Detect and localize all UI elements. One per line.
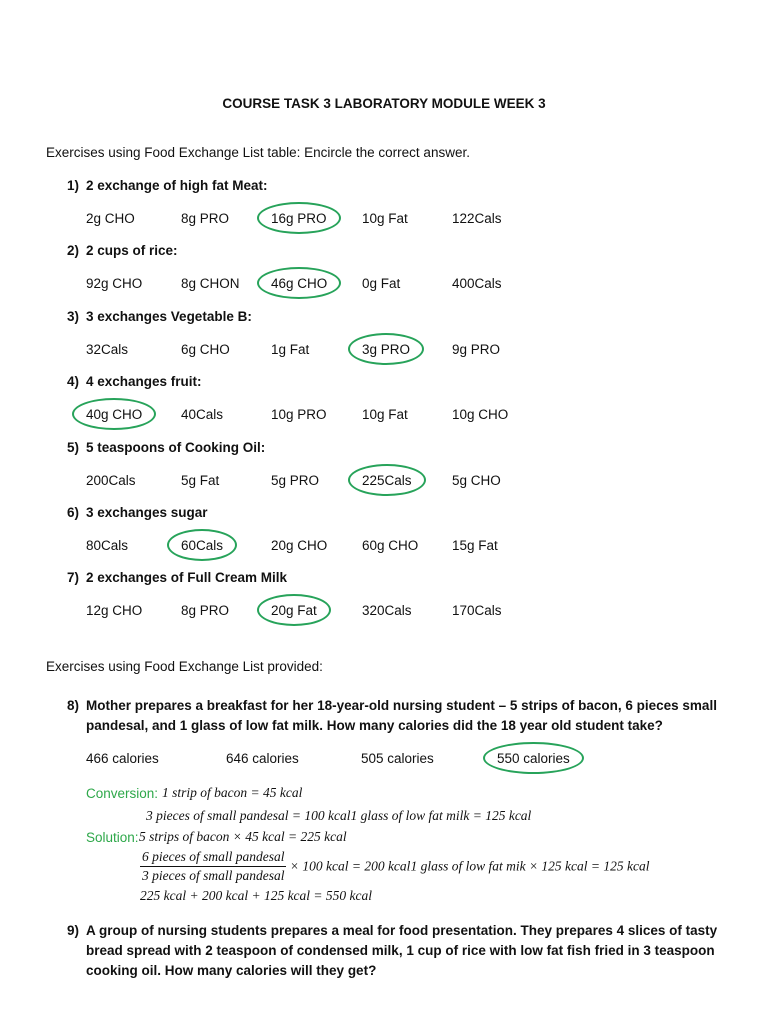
question-number: 4) bbox=[67, 374, 80, 389]
question-number: 1) bbox=[67, 178, 80, 193]
question-5 bbox=[67, 440, 265, 455]
question-text: A group of nursing students prepares a meal for food presentation. They prepares 4 slices of tasty bread spread with 2 teaspoon of condensed milk, 1 cup of rice with low fat fish fried in 3 teaspoon cooking oil. How many calories will they get? bbox=[86, 923, 718, 978]
question-text: 5 teaspoons of Cooking Oil: bbox=[86, 440, 266, 455]
answer-option-circled[interactable]: 46g CHO bbox=[271, 276, 328, 291]
answer-option[interactable]: 2g CHO bbox=[86, 211, 135, 226]
question-4-options bbox=[86, 407, 686, 427]
answer-option-circled[interactable]: 60Cals bbox=[181, 538, 224, 553]
answer-option[interactable]: 5g Fat bbox=[181, 473, 220, 488]
section-1-intro: Exercises using Food Exchange List table: Encircle the correct answer. bbox=[46, 145, 470, 160]
page-title: COURSE TASK 3 LABORATORY MODULE WEEK 3 bbox=[222, 96, 546, 111]
conversion-label: Conversion: bbox=[86, 786, 159, 801]
question-8 bbox=[67, 696, 727, 736]
fraction-numerator: 6 pieces of small pandesal bbox=[140, 849, 286, 867]
answer-option[interactable]: 170Cals bbox=[452, 603, 502, 618]
question-number: 9) bbox=[67, 923, 80, 938]
question-6-options bbox=[86, 538, 686, 558]
question-1-options bbox=[86, 211, 686, 231]
question-3 bbox=[67, 309, 252, 324]
question-text: 2 exchanges of Full Cream Milk bbox=[86, 570, 288, 585]
answer-option[interactable]: 60g CHO bbox=[362, 538, 419, 553]
question-2 bbox=[67, 243, 178, 258]
answer-option[interactable]: 320Cals bbox=[362, 603, 412, 618]
question-5-options bbox=[86, 473, 686, 493]
conversion-line-1: 1 strip of bacon = 45 kcal bbox=[162, 785, 303, 800]
conversion-line-2 bbox=[146, 808, 531, 824]
question-7 bbox=[67, 570, 287, 585]
answer-option[interactable]: 646 calories bbox=[226, 751, 299, 766]
answer-option[interactable]: 10g Fat bbox=[362, 407, 408, 422]
answer-option-circled[interactable]: 20g Fat bbox=[271, 603, 317, 618]
answer-option[interactable]: 1g Fat bbox=[271, 342, 310, 357]
answer-option[interactable]: 32Cals bbox=[86, 342, 129, 357]
question-number: 5) bbox=[67, 440, 80, 455]
question-4 bbox=[67, 374, 202, 389]
solution-line-1: 5 strips of bacon × 45 kcal = 225 kcal bbox=[139, 829, 347, 844]
answer-option[interactable]: 8g PRO bbox=[181, 603, 230, 618]
question-number: 6) bbox=[67, 505, 80, 520]
question-2-options bbox=[86, 276, 686, 296]
fraction-denominator: 3 pieces of small pandesal bbox=[142, 868, 285, 883]
solution-line-2 bbox=[140, 849, 650, 884]
answer-option[interactable]: 8g CHON bbox=[181, 276, 240, 291]
answer-option[interactable]: 200Cals bbox=[86, 473, 136, 488]
solution-label: Solution: bbox=[86, 830, 139, 845]
answer-option-circled[interactable]: 225Cals bbox=[362, 473, 412, 488]
answer-option[interactable]: 92g CHO bbox=[86, 276, 143, 291]
question-8-options bbox=[86, 751, 686, 771]
answer-option-circled[interactable]: 3g PRO bbox=[362, 342, 411, 357]
pandesal-result: × 100 kcal = 200 kcal bbox=[289, 858, 411, 874]
pandesal-fraction bbox=[140, 849, 286, 884]
question-text: 3 exchanges sugar bbox=[86, 505, 208, 520]
solution-line-3: 225 kcal + 200 kcal + 125 kcal = 550 kcal bbox=[140, 888, 373, 903]
question-number: 2) bbox=[67, 243, 80, 258]
question-9 bbox=[67, 921, 727, 981]
answer-option[interactable]: 12g CHO bbox=[86, 603, 143, 618]
answer-option-circled[interactable]: 40g CHO bbox=[86, 407, 143, 422]
answer-option[interactable]: 466 calories bbox=[86, 751, 159, 766]
answer-option[interactable]: 40Cals bbox=[181, 407, 224, 422]
answer-option[interactable]: 5g CHO bbox=[452, 473, 501, 488]
answer-option[interactable]: 122Cals bbox=[452, 211, 502, 226]
question-6 bbox=[67, 505, 208, 520]
answer-option[interactable]: 80Cals bbox=[86, 538, 129, 553]
answer-option[interactable]: 0g Fat bbox=[362, 276, 401, 291]
answer-option-circled[interactable]: 550 calories bbox=[497, 751, 570, 766]
question-number: 8) bbox=[67, 698, 80, 713]
answer-option[interactable]: 9g PRO bbox=[452, 342, 501, 357]
answer-option-circled[interactable]: 16g PRO bbox=[271, 211, 327, 226]
answer-option[interactable]: 10g PRO bbox=[271, 407, 327, 422]
question-7-options bbox=[86, 603, 686, 623]
answer-option[interactable]: 5g PRO bbox=[271, 473, 320, 488]
answer-option[interactable]: 6g CHO bbox=[181, 342, 230, 357]
answer-option[interactable]: 10g CHO bbox=[452, 407, 509, 422]
question-number: 3) bbox=[67, 309, 80, 324]
answer-option[interactable]: 505 calories bbox=[361, 751, 434, 766]
answer-option[interactable]: 400Cals bbox=[452, 276, 502, 291]
question-number: 7) bbox=[67, 570, 80, 585]
answer-option[interactable]: 8g PRO bbox=[181, 211, 230, 226]
question-text: 4 exchanges fruit: bbox=[86, 374, 202, 389]
question-text: 3 exchanges Vegetable B: bbox=[86, 309, 252, 324]
question-text: 2 exchange of high fat Meat: bbox=[86, 178, 268, 193]
answer-option[interactable]: 10g Fat bbox=[362, 211, 408, 226]
conversion-pandesal: 3 pieces of small pandesal = 100 kcal bbox=[146, 808, 351, 823]
question-3-options bbox=[86, 342, 686, 362]
answer-option[interactable]: 20g CHO bbox=[271, 538, 328, 553]
question-text: 2 cups of rice: bbox=[86, 243, 178, 258]
question-text: Mother prepares a breakfast for her 18-year-old nursing student – 5 strips of bacon, 6 pieces small pandesal, and 1 glass of low fat milk. How many calories did the 18 year old student take? bbox=[86, 698, 717, 733]
answer-option[interactable]: 15g Fat bbox=[452, 538, 498, 553]
milk-result: 1 glass of low fat mik × 125 kcal = 125 kcal bbox=[410, 858, 650, 874]
section-2-intro: Exercises using Food Exchange List provided: bbox=[46, 659, 323, 674]
question-1 bbox=[67, 178, 268, 193]
conversion-milk: 1 glass of low fat milk = 125 kcal bbox=[350, 808, 532, 823]
